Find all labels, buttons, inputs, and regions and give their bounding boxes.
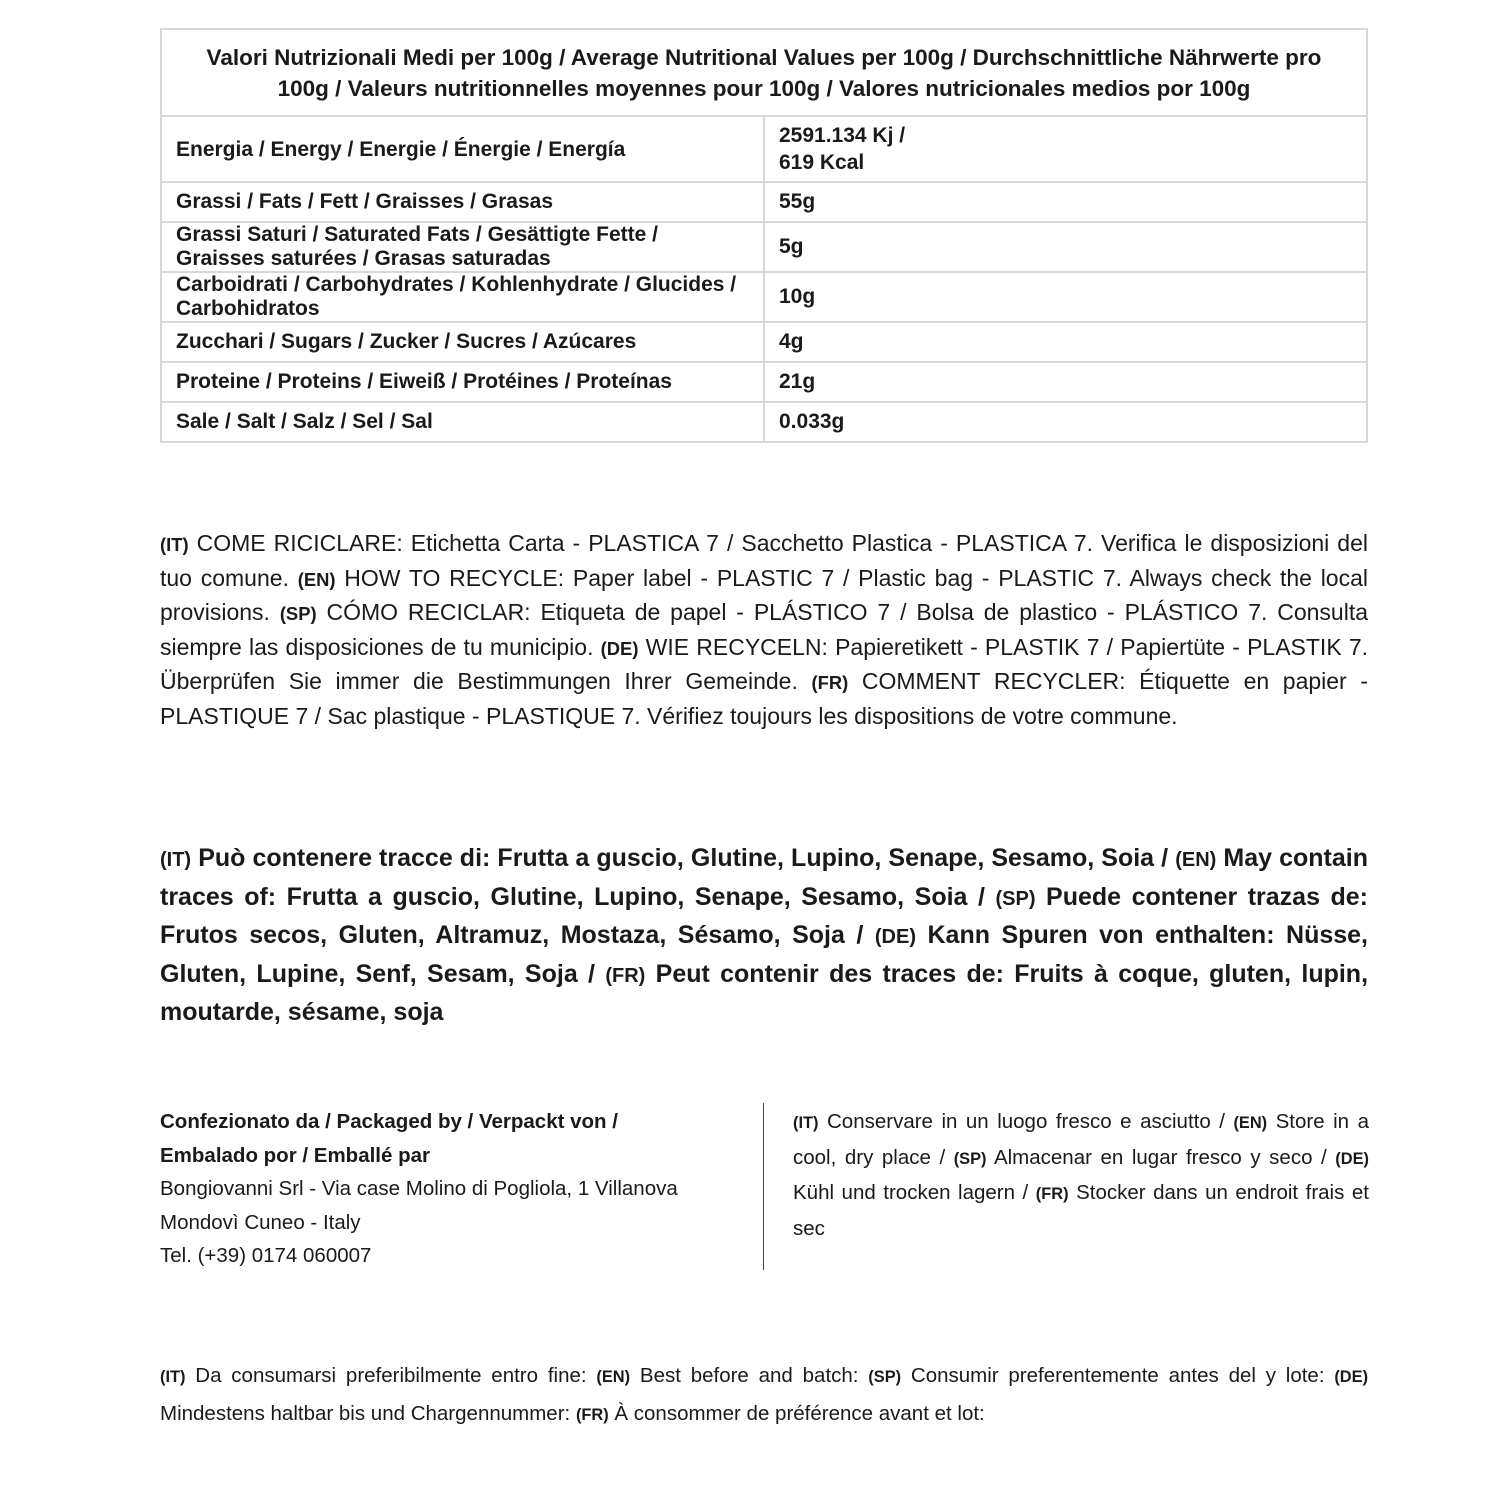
nutrition-value — [764, 116, 1367, 182]
energy-kcal-value: 619 Kcal — [779, 151, 865, 174]
best-before-text-de: Mindestens haltbar bis und Chargennummer: — [160, 1401, 571, 1425]
storage-text-fr: Stocker dans un endroit frais et sec — [793, 1181, 1369, 1240]
nutrition-label: Proteine / Proteins / Eiweiß / Protéines / Proteínas — [161, 362, 764, 402]
packager-phone: Tel. (+39) 0174 060007 — [160, 1244, 372, 1267]
nutrition-row-saturated-fats — [161, 222, 1367, 272]
storage-text-de: Kühl und trocken lagern / — [793, 1181, 1029, 1204]
nutrition-value: 55g — [764, 182, 1367, 222]
lang-tag-it: (IT) — [160, 534, 189, 555]
nutrition-row-carbohydrates — [161, 272, 1367, 322]
allergen-text-en: May contain traces of: Frutta a guscio, Glutine, Lupino, Senape, Sesamo, Soia / — [160, 844, 1368, 911]
packager-address-line1: Bongiovanni Srl - Via case Molino di Pogliola, 1 Villanova — [160, 1177, 678, 1200]
nutrition-value: 4g — [764, 322, 1367, 362]
lang-tag-en: (EN) — [297, 568, 336, 590]
lang-tag-fr: (FR) — [605, 964, 646, 987]
nutrition-value: 5g — [764, 222, 1367, 272]
lang-tag-en: (EN) — [596, 1368, 631, 1386]
best-before-text-en: Best before and batch: — [639, 1364, 859, 1387]
lang-tag-de: (DE) — [1335, 1149, 1369, 1168]
lang-tag-fr: (FR) — [811, 672, 849, 694]
lang-tag-sp: (SP) — [279, 603, 317, 625]
recycle-text-sp: CÓMO RECICLAR: Etiqueta de papel - PLÁSTICO 7 / Bolsa de plastico - PLÁSTICO 7. Consulta siempre las disposiciones de tu municipio. — [160, 599, 1369, 660]
recycle-text-en: HOW TO RECYCLE: Paper label - PLASTIC 7 / Plastic bag - PLASTIC 7. Always check the local provisions. — [160, 564, 1368, 626]
nutrition-label: Sale / Salt / Salz / Sel / Sal — [161, 402, 764, 442]
recycling-instructions — [160, 527, 1368, 733]
lang-tag-de: (DE) — [600, 637, 639, 659]
storage-instructions — [793, 1105, 1369, 1245]
lang-tag-fr: (FR) — [575, 1405, 609, 1424]
lang-tag-it: (IT) — [160, 849, 192, 871]
packager-info — [160, 1105, 740, 1273]
lang-tag-sp: (SP) — [868, 1368, 902, 1386]
nutrition-label: Grassi / Fats / Fett / Graisses / Grasas — [161, 182, 764, 222]
nutrition-table-title: Valori Nutrizionali Medi per 100g / Average Nutritional Values per 100g / Durchschnittliche Nährwerte pro 100g / Valeurs nutritionnelles moyennes pour 100g / Valores nutricionales medios por 100g — [161, 29, 1367, 116]
allergen-text-fr: Peut contenir des traces de: Fruits à coque, gluten, lupin, moutarde, sésame, soja — [160, 959, 1369, 1026]
nutrition-label: Zucchari / Sugars / Zucker / Sucres / Azúcares — [161, 322, 764, 362]
nutrition-table — [160, 28, 1368, 443]
best-before-text-fr: À consommer de préférence avant et lot: — [614, 1401, 985, 1425]
recycle-text-it: COME RICICLARE: Etichetta Carta - PLASTICA 7 / Sacchetto Plastica - PLASTICA 7. Verifica le disposizioni del tuo comune. — [160, 530, 1369, 591]
lang-tag-en: (EN) — [1233, 1114, 1268, 1132]
nutrition-value: 10g — [764, 272, 1367, 322]
recycle-text-fr: COMMENT RECYCLER: Étiquette en papier - PLASTIQUE 7 / Sac plastique - PLASTIQUE 7. Vérifiez toujours les dispositions de votre commune. — [160, 668, 1368, 729]
best-before-text-it: Da consumarsi preferibilmente entro fine: — [195, 1364, 587, 1387]
nutrition-value: 0.033g — [764, 402, 1367, 442]
nutrition-row-fats — [161, 182, 1367, 222]
storage-text-en: Store in a cool, dry place / — [793, 1110, 1369, 1169]
allergen-text-sp: Puede contener trazas de: Frutos secos, Gluten, Altramuz, Mostaza, Sésamo, Soja / — [160, 882, 1369, 949]
nutrition-label: Energia / Energy / Energie / Énergie / Energía — [161, 116, 764, 182]
lang-tag-it: (IT) — [793, 1114, 819, 1132]
packager-heading-line2: Embalado por / Emballé par — [160, 1143, 430, 1167]
nutrition-row-salt — [161, 402, 1367, 442]
column-divider — [763, 1103, 764, 1270]
allergen-warning — [160, 840, 1368, 1031]
nutrition-row-proteins — [161, 362, 1367, 402]
best-before-text-sp: Consumir preferentemente antes del y lote: — [910, 1364, 1325, 1387]
storage-text-it: Conservare in un luogo fresco e asciutto / — [826, 1110, 1225, 1133]
lang-tag-fr: (FR) — [1035, 1185, 1069, 1203]
nutrition-row-sugars — [161, 322, 1367, 362]
recycle-text-de: WIE RECYCELN: Papieretikett - PLASTIK 7 / Papiertüte - PLASTIK 7. Überprüfen Sie immer die Bestimmungen Ihrer Gemeinde. — [160, 633, 1369, 695]
lang-tag-de: (DE) — [874, 926, 916, 948]
allergen-text-de: Kann Spuren von enthalten: Nüsse, Gluten, Lupine, Senf, Sesam, Soja / — [160, 921, 1369, 988]
lang-tag-sp: (SP) — [995, 887, 1036, 910]
packager-heading-line1: Confezionato da / Packaged by / Verpackt von / — [160, 1110, 618, 1133]
best-before-info — [160, 1358, 1368, 1433]
nutrition-table-header-row — [161, 29, 1367, 116]
nutrition-row-energy — [161, 116, 1367, 182]
lang-tag-en: (EN) — [1175, 849, 1217, 871]
nutrition-label: Carboidrati / Carbohydrates / Kohlenhydrate / Glucides / Carbohidratos — [161, 272, 764, 322]
nutrition-label: Grassi Saturi / Saturated Fats / Gesättigte Fette / Graisses saturées / Grasas saturadas — [161, 222, 764, 272]
nutrition-value: 21g — [764, 362, 1367, 402]
energy-kj-value: 2591.134 Kj / — [779, 124, 906, 147]
lang-tag-de: (DE) — [1334, 1368, 1369, 1386]
storage-text-sp: Almacenar en lugar fresco y seco / — [993, 1145, 1327, 1169]
allergen-text-it: Può contenere tracce di: Frutta a guscio, Glutine, Lupino, Senape, Sesamo, Soia / — [198, 844, 1169, 872]
lang-tag-it: (IT) — [160, 1368, 186, 1386]
lang-tag-sp: (SP) — [953, 1149, 987, 1168]
packager-address-line2: Mondovì Cuneo - Italy — [160, 1210, 361, 1234]
